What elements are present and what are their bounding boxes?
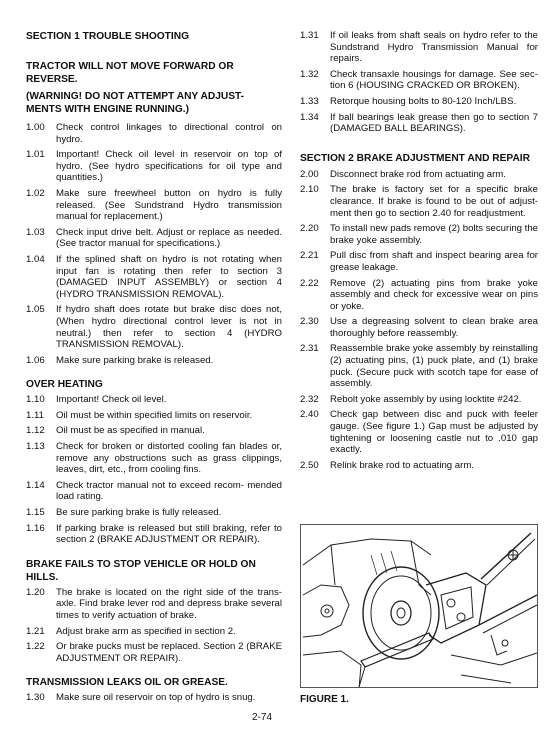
item-text: Use a degreasing solvent to clean brake area thoroughly before reassembly. <box>330 316 538 339</box>
item-number: 2.22 <box>300 277 319 289</box>
tractor-heading: TRACTOR WILL NOT MOVE FORWARD OR REVERSE. <box>26 61 234 85</box>
item-number: 1.04 <box>26 253 45 265</box>
item-text: Be sure parking brake is fully released. <box>56 507 222 519</box>
item-text: If parking brake is released but still braking, refer to section 2 (BRAKE ADJUSTMENT OR REPAIR). <box>56 522 282 546</box>
section2-title: SECTION 2 BRAKE ADJUSTMENT AND REPAIR <box>300 152 530 164</box>
left-column <box>26 30 282 708</box>
list-item <box>300 69 538 92</box>
list-item <box>300 169 538 181</box>
item-number: 2.00 <box>300 168 319 180</box>
item-number: 1.05 <box>26 304 45 316</box>
list-item <box>300 223 538 246</box>
item-number: 2.30 <box>300 316 319 328</box>
item-text: Make sure parking brake is released. <box>56 354 214 366</box>
brake-rod <box>481 533 531 579</box>
list-item <box>26 507 282 519</box>
list-item <box>300 343 538 389</box>
item-text: Check for broken or distorted cooling fan blades or, remove any obstructions such as grass clippings, leaves, dirt, etc., from cooling fins. <box>56 441 282 476</box>
section2-items <box>300 169 538 472</box>
item-text: Reassemble brake yoke assembly by reinstalling (2) actuating pins, (1) puck plate, and (1) brake puck. (Secure puck with scotch tape for ease of assembly. <box>330 343 538 390</box>
item-text: To install new pads remove (2) bolts securing the brake yoke assembly. <box>330 223 538 246</box>
item-number: 1.11 <box>26 409 44 421</box>
item-number: 2.10 <box>300 184 319 196</box>
item-text: Oil must be within specified limits on reservoir. <box>56 409 253 421</box>
list-item <box>300 316 538 339</box>
figure-1-brake-diagram <box>300 524 538 688</box>
leaks-heading: TRANSMISSION LEAKS OIL OR GREASE. <box>26 677 228 689</box>
overheating-heading: OVER HEATING <box>26 379 103 391</box>
item-number: 1.21 <box>26 625 45 637</box>
item-number: 1.34 <box>300 111 319 123</box>
item-text: Important! Check oil level in reservoir on top of hydro. (See hydro specifications for oil type and quantities.) <box>56 149 282 184</box>
item-text: Make sure freewheel button on hydro is fully released. (See Sundstrand Hydro transmission manual for replacement.) <box>56 187 282 223</box>
list-item <box>26 480 282 503</box>
item-number: 1.06 <box>26 354 45 366</box>
item-number: 2.31 <box>300 343 319 355</box>
list-item <box>300 394 538 406</box>
leaks-items-left <box>26 692 282 704</box>
right-column <box>300 30 538 475</box>
figure-caption: FIGURE 1. <box>300 694 349 705</box>
item-number: 1.10 <box>26 394 45 406</box>
list-item <box>26 304 282 350</box>
item-number: 1.31 <box>300 30 319 41</box>
item-number: 1.00 <box>26 122 45 133</box>
brake-disc <box>363 567 439 659</box>
brake-fails-items <box>26 587 282 665</box>
list-item <box>26 587 282 622</box>
item-number: 1.02 <box>26 187 45 199</box>
tractor-items <box>26 122 282 366</box>
page-number: 2-74 <box>252 712 273 723</box>
item-text: Check input drive belt. Adjust or replace as needed. (See tractor manual for specifications.) <box>56 226 282 250</box>
list-item <box>300 409 538 455</box>
item-number: 2.50 <box>300 459 319 471</box>
item-text: Remove (2) actuating pins from brake yoke assembly and check for excessive wear on pins or yoke. <box>330 277 538 312</box>
leaks-items-right <box>300 30 538 135</box>
item-text: Check control linkages to directional control on hydro. <box>56 122 282 145</box>
item-number: 1.14 <box>26 479 45 491</box>
item-text: Make sure oil reservoir on top of hydro is snug. <box>56 692 256 704</box>
list-item <box>26 523 282 546</box>
warning-text: (WARNING! DO NOT ATTEMPT ANY ADJUST- MENTS WITH ENGINE RUNNING.) <box>26 91 245 115</box>
disc-hub <box>391 601 411 625</box>
list-item <box>26 355 282 367</box>
item-text: If hydro shaft does rotate but brake disc does not, (When hydro directional control lever is not in neutral.) then refer to section 4 (HYDRO TRANSMISSION REMOVAL). <box>56 304 282 351</box>
brake-fails-heading: BRAKE FAILS TO STOP VEHICLE OR HOLD ON HILLS. <box>26 558 256 583</box>
item-number: 1.01 <box>26 149 45 161</box>
item-number: 1.03 <box>26 226 45 238</box>
list-item <box>26 227 282 250</box>
list-item <box>300 30 538 65</box>
item-number: 2.32 <box>300 393 319 405</box>
item-text: Pull disc from shaft and inspect bearing area for grease leakage. <box>330 250 538 273</box>
item-text: If ball bearings leak grease then go to section 7 (DAMAGED BALL BEARINGS). <box>330 111 538 135</box>
item-text: Retorque housing bolts to 80-120 Inch/LBS. <box>330 95 517 107</box>
item-text: Check gap between disc and puck with feeler gauge. (See figure 1.) Gap must be adjusted by tightening or loosening castle nut to .010 gap exactly. <box>330 409 538 456</box>
list-item <box>300 460 538 472</box>
item-number: 1.20 <box>26 586 45 598</box>
item-number: 2.20 <box>300 223 319 235</box>
item-text: The brake is located on the right side of the trans- axle. Find brake lever rod and depress brake several times to verify actuation of brake. <box>56 586 282 621</box>
item-text: If oil leaks from shaft seals on hydro refer to the Sundstrand Hydro Transmission Manual for repairs. <box>330 30 538 65</box>
item-text: Or brake pucks must be replaced. Section 2 (BRAKE ADJUSTMENT OR REPAIR). <box>56 641 282 664</box>
item-text: Adjust brake arm as specified in section 2. <box>56 625 236 637</box>
list-item <box>26 394 282 406</box>
item-text: Disconnect brake rod from actuating arm. <box>330 168 506 180</box>
item-number: 2.40 <box>300 409 319 421</box>
list-item <box>26 441 282 476</box>
actuating-pin <box>457 613 465 621</box>
item-number: 1.22 <box>26 641 45 653</box>
list-item <box>26 122 282 145</box>
list-item <box>26 254 282 300</box>
list-item <box>26 626 282 638</box>
item-text: Relink brake rod to actuating arm. <box>330 459 474 471</box>
list-item <box>26 692 282 704</box>
brake-assembly-drawing <box>301 525 538 688</box>
housing-left <box>303 585 349 637</box>
item-number: 1.30 <box>26 692 45 704</box>
item-text: Rebolt yoke assembly by using locktite #242. <box>330 393 522 405</box>
list-item <box>26 188 282 223</box>
list-item <box>26 149 282 184</box>
list-item <box>26 425 282 437</box>
list-item <box>26 410 282 422</box>
item-text: Check tractor manual not to exceed recom- mended load rating. <box>56 479 282 503</box>
item-text: If the splined shaft on hydro is not rotating when input fan is rotating then refer to section 3 (DAMAGED INPUT ASSEMBLY) or section 4 (HYDRO TRANSMISSION REMOVAL). <box>56 253 282 300</box>
list-item <box>300 250 538 273</box>
item-number: 1.13 <box>26 441 45 453</box>
item-number: 2.21 <box>300 250 319 262</box>
item-text: Check transaxle housings for damage. See sec- tion 6 (HOUSING CRACKED OR BROKEN). <box>330 68 538 92</box>
item-text: Important! Check oil level. <box>56 394 167 406</box>
list-item <box>300 184 538 219</box>
item-number: 1.16 <box>26 522 45 534</box>
list-item <box>26 641 282 664</box>
list-item <box>300 112 538 135</box>
item-text: Oil must be as specified in manual. <box>56 425 205 437</box>
item-number: 1.32 <box>300 68 319 80</box>
overheating-items <box>26 394 282 546</box>
item-number: 1.33 <box>300 95 319 107</box>
section1-title: SECTION 1 TROUBLE SHOOTING <box>26 31 190 42</box>
item-text: The brake is factory set for a specific brake clearance. If brake is found to be out of adjust- ment then go to section 2.40 for readjustment. <box>330 184 538 219</box>
actuating-pin <box>447 599 455 607</box>
list-item <box>300 96 538 108</box>
item-number: 1.12 <box>26 425 45 437</box>
item-number: 1.15 <box>26 507 45 519</box>
list-item <box>300 278 538 313</box>
